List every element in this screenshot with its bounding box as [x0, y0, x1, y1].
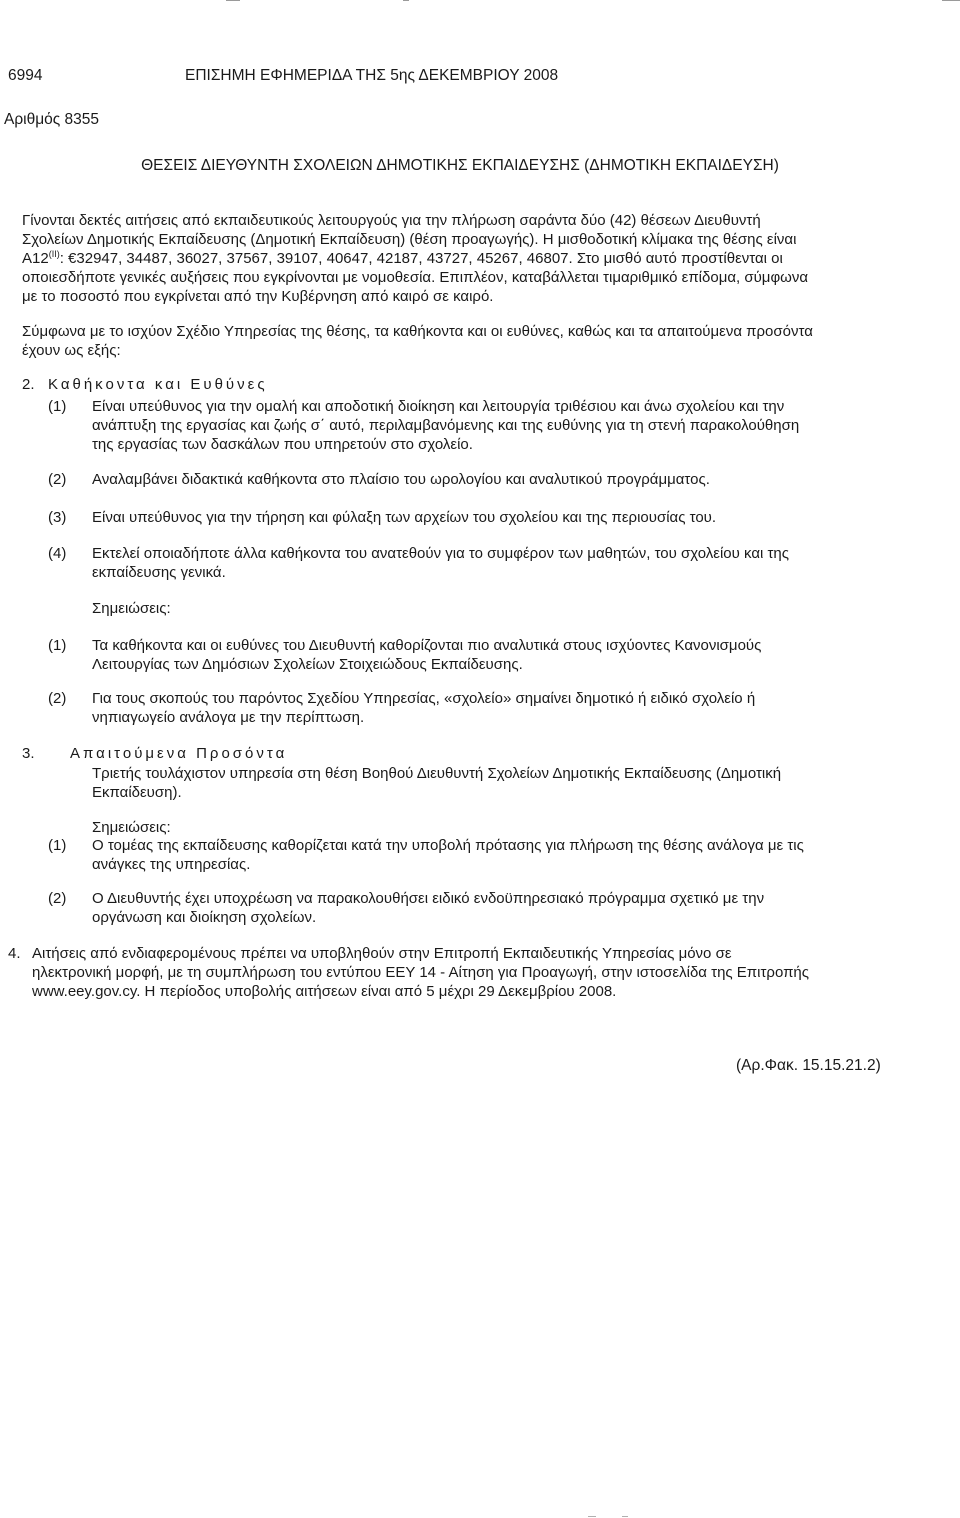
text-line: εκπαίδευσης γενικά. — [92, 564, 226, 581]
text-line: νηπιαγωγείο ανάλογα με την περίπτωση. — [92, 709, 365, 726]
text-line: Αιτήσεις από ενδιαφερομένους πρέπει να υποβληθούν στην Επιτροπή Εκπαιδευτικής Υπηρεσίας μόνο σε — [32, 945, 732, 962]
text-line: Σύμφωνα με το ισχύον Σχέδιο Υπηρεσίας της θέσης, τα καθήκοντα και οι ευθύνες, καθώς και τα απαιτούμενα προσόντα — [22, 323, 813, 340]
plan-paragraph — [22, 322, 888, 360]
item-number: (4) — [48, 545, 67, 562]
notes-label: Σημειώσεις: — [92, 600, 171, 617]
scan-mark — [622, 1516, 628, 1517]
text-line: Γίνονται δεκτές αιτήσεις από εκπαιδευτικούς λειτουργούς για την πλήρωση σαράντα δύο (42) θέσεων Διευθυντή — [22, 212, 761, 229]
page-header — [8, 66, 888, 86]
text-line: Αναλαμβάνει διδακτικά καθήκοντα στο πλαίσιο του ωρολογίου και αναλυτικού προγράμματος. — [92, 471, 710, 488]
gazette-title: ΕΠΙΣΗΜΗ ΕΦΗΜΕΡΙΔΑ ΤΗΣ 5ης ΔΕΚΕΜΒΡΙΟΥ 2008 — [185, 67, 559, 84]
salary-values: : €32947, 34487, 36027, 37567, 39107, 40647, 42187, 43727, 45267, 46807. Στο μισθό αυτό προστίθενται οι — [59, 250, 783, 267]
decision-number: Αριθμός 8355 — [4, 111, 100, 128]
salary-scale: Α12 — [22, 250, 49, 267]
text-line: Τα καθήκοντα και οι ευθύνες του Διευθυντή καθορίζονται πιο αναλυτικά στους ισχύοντες Κανονισμούς — [92, 637, 762, 654]
item-number: (3) — [48, 509, 67, 526]
scale-superscript: (ΙΙ) — [48, 249, 60, 259]
text-line: Ο τομέας της εκπαίδευσης καθορίζεται κατά την υποβολή πρότασης για πλήρωση της θέσης ανάλογα με τις — [92, 837, 804, 854]
file-reference: (Αρ.Φακ. 15.15.21.2) — [736, 1057, 881, 1074]
item-number: (2) — [48, 690, 67, 707]
intro-paragraph — [22, 211, 888, 306]
scan-mark — [588, 1516, 596, 1517]
text-line — [22, 249, 888, 268]
text-line: οργάνωση και διοίκηση σχολείων. — [92, 909, 317, 926]
text-line: Τριετής τουλάχιστον υπηρεσία στη θέση Βοηθού Διευθυντή Σχολείων Δημοτικής Εκπαίδευσης (Δημοτική — [92, 765, 782, 782]
text-line: Είναι υπεύθυνος για την τήρηση και φύλαξη των αρχείων του σχολείου και της περιουσίας του. — [92, 509, 717, 526]
text-line: Εκπαίδευση). — [92, 784, 182, 801]
text-line: Για τους σκοπούς του παρόντος Σχεδίου Υπηρεσίας, «σχολείο» σημαίνει δημοτικό ή ειδικό σχολείο ή — [92, 690, 756, 707]
scan-mark — [226, 0, 240, 1]
item-number: (1) — [48, 637, 67, 654]
page-number: 6994 — [8, 67, 43, 84]
item-number: (2) — [48, 471, 67, 488]
scan-mark — [942, 0, 960, 1]
section-title: Απαιτούμενα Προσόντα — [70, 745, 288, 762]
text-line: με το ποσοστό που εγκρίνεται από την Κυβέρνηση από καιρό σε καιρό. — [22, 288, 494, 305]
text-line: οποιεσδήποτε γενικές αυξήσεις που εγκρίνονται με νομοθεσία. Επιπλέον, καταβάλλεται τιμαριθμικό επίδομα, σύμφωνα — [22, 269, 809, 286]
notes-label: Σημειώσεις: — [92, 819, 171, 836]
item-number: (1) — [48, 837, 67, 854]
text-line: www.eey.gov.cy. Η περίοδος υποβολής αιτήσεων είναι από 5 μέχρι 29 Δεκεμβρίου 2008. — [32, 983, 617, 1000]
qualifications-text — [92, 764, 892, 802]
text-line: της εργασίας των δασκάλων που υπηρετούν στο σχολείο. — [92, 436, 473, 453]
text-line: ηλεκτρονική μορφή, με τη συμπλήρωση του εντύπου ΕΕΥ 14 - Αίτηση για Προαγωγή, στην ιστοσελίδα της Επιτροπής — [32, 964, 809, 981]
text-line: έχουν ως εξής: — [22, 342, 121, 359]
document-heading: ΘΕΣΕΙΣ ΔΙΕΥΘΥΝΤΗ ΣΧΟΛΕΙΩΝ ΔΗΜΟΤΙΚΗΣ ΕΚΠΑΙΔΕΥΣΗΣ (ΔΗΜΟΤΙΚΗ ΕΚΠΑΙΔΕΥΣΗ) — [141, 157, 779, 174]
text-line: Σχολείων Δημοτικής Εκπαίδευσης (Δημοτική Εκπαίδευση) (θέση προαγωγής). Η μισθοδοτική κλίμακα της θέσης είναι — [22, 231, 797, 248]
scan-mark — [403, 0, 409, 1]
text-line: ανάγκες της υπηρεσίας. — [92, 856, 251, 873]
section-number: 3. — [22, 745, 35, 762]
section-number: 2. — [22, 376, 35, 393]
text-line: Ο Διευθυντής έχει υποχρέωση να παρακολουθήσει ειδικό ενδοϋπηρεσιακό πρόγραμμα σχετικό με την — [92, 890, 765, 907]
text-line: Λειτουργίας των Δημόσιων Σχολείων Στοιχειώδους Εκπαίδευσης. — [92, 656, 523, 673]
text-line: Εκτελεί οποιαδήποτε άλλα καθήκοντα του ανατεθούν για το συμφέρον των μαθητών, του σχολείου και της — [92, 545, 789, 562]
text-line: ανάπτυξη της εργασίας και ζωής σ΄ αυτό, περιλαμβανόμενης και της ευθύνης για τη στενή παρακολούθηση — [92, 417, 800, 434]
item-number: (2) — [48, 890, 67, 907]
section-number: 4. — [8, 945, 21, 962]
applications-text — [32, 944, 892, 1001]
item-number: (1) — [48, 398, 67, 415]
section-title: Καθήκοντα και Ευθύνες — [48, 376, 268, 393]
text-line: Είναι υπεύθυνος για την ομαλή και αποδοτική διοίκηση και λειτουργία τριθέσιου και άνω σχολείου και την — [92, 398, 785, 415]
